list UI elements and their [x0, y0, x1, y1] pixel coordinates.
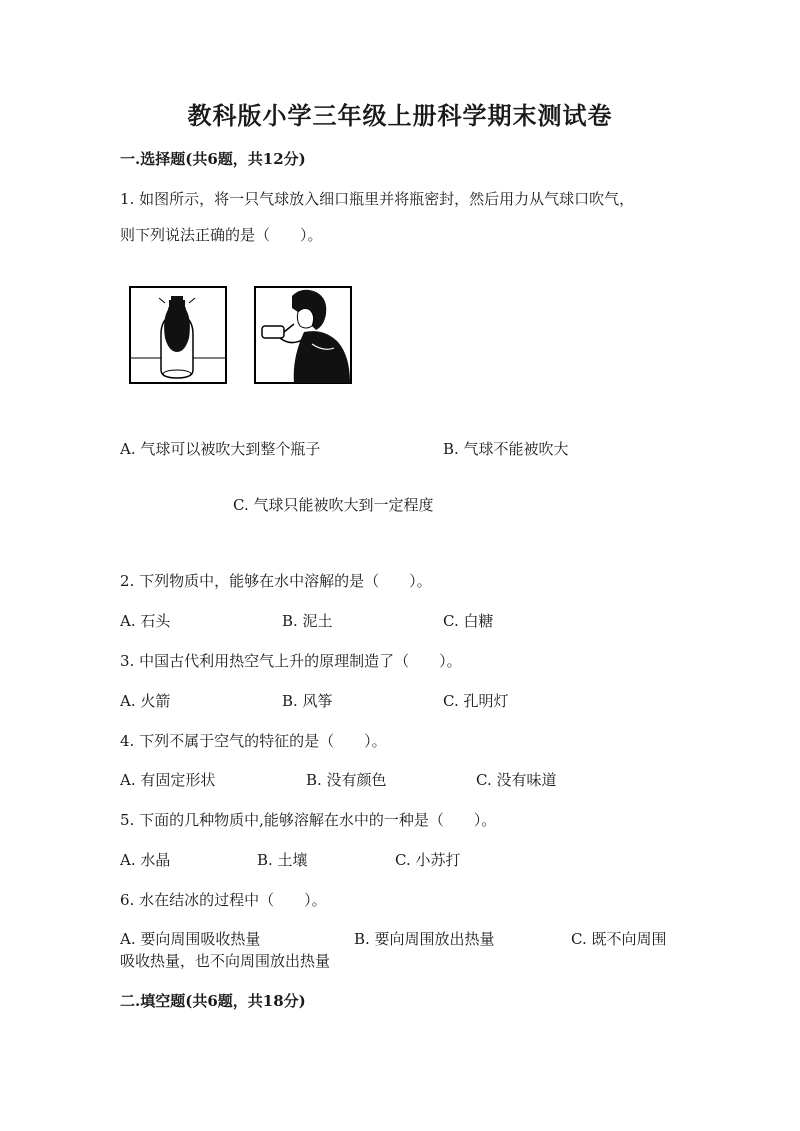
q4-option-a: A. 有固定形状: [120, 771, 216, 789]
q1-option-c: C. 气球只能被吹大到一定程度: [233, 496, 434, 514]
question-5-stem: 5. 下面的几种物质中,能够溶解在水中的一种是（ ）。: [120, 811, 497, 829]
q6-options: [120, 928, 680, 972]
q5-option-c: C. 小苏打: [395, 851, 461, 869]
q5-option-b: B. 土壤: [257, 851, 308, 869]
q2-option-a: A. 石头: [120, 612, 171, 630]
q1-option-a: A. 气球可以被吹大到整个瓶子: [120, 440, 321, 458]
question-6-stem: 6. 水在结冰的过程中（ ）。: [120, 891, 327, 909]
page-title: 教科版小学三年级上册科学期末测试卷: [187, 101, 613, 130]
q3-option-b: B. 风筝: [282, 692, 333, 710]
q4-option-c: C. 没有味道: [476, 771, 557, 789]
q3-option-a: A. 火箭: [120, 692, 171, 710]
q2-option-c: C. 白糖: [443, 612, 494, 630]
section-heading-choice: 一.选择题(共6题，共12分): [120, 150, 306, 168]
child-blowing-figure: [254, 286, 352, 384]
q1-option-b: B. 气球不能被吹大: [443, 440, 569, 458]
question-4-stem: 4. 下列不属于空气的特征的是（ ）。: [120, 732, 387, 750]
q6-option-c: C. 既不向周围: [571, 930, 667, 948]
q5-option-a: A. 水晶: [120, 851, 171, 869]
q2-option-b: B. 泥土: [282, 612, 333, 630]
q3-option-c: C. 孔明灯: [443, 692, 509, 710]
bottle-balloon-figure: [129, 286, 227, 384]
section-heading-fill: 二.填空题(共6题，共18分): [120, 992, 306, 1010]
q4-option-b: B. 没有颜色: [306, 771, 387, 789]
q6-option-b: B. 要向周围放出热量: [354, 930, 495, 948]
question-1-stem-line1: 1. 如图所示，将一只气球放入细口瓶里并将瓶密封，然后用力从气球口吹气，: [120, 190, 635, 208]
question-3-stem: 3. 中国古代利用热空气上升的原理制造了（ ）。: [120, 652, 462, 670]
question-1-stem-line2: 则下列说法正确的是（ ）。: [120, 226, 323, 244]
question-2-stem: 2. 下列物质中，能够在水中溶解的是（ ）。: [120, 572, 432, 590]
q6-option-c-continued: 吸收热量，也不向周围放出热量: [120, 952, 331, 970]
q6-option-a: A. 要向周围吸收热量: [120, 930, 261, 948]
